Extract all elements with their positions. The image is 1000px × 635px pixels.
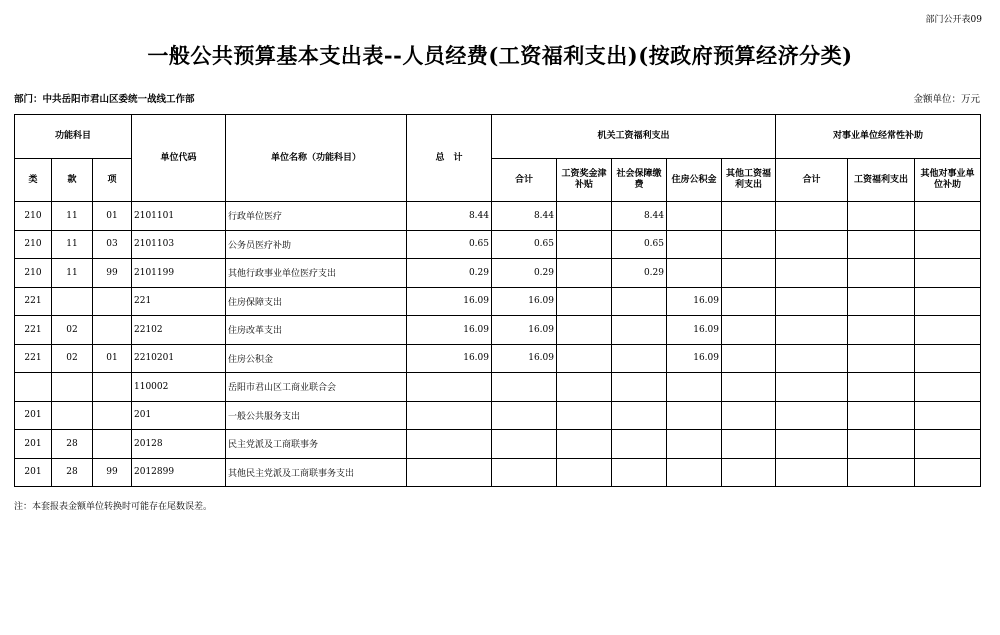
cell-pub-welfare xyxy=(848,458,915,487)
cell-org-housing xyxy=(667,373,722,402)
cell-xiang: 99 xyxy=(93,458,132,487)
cell-org-housing: 16.09 xyxy=(667,344,722,373)
cell-kuan: 02 xyxy=(52,344,93,373)
header-row-1 xyxy=(15,115,981,159)
cell-pub-other xyxy=(915,202,981,231)
cell-org-bonus xyxy=(557,230,612,259)
cell-org-housing xyxy=(667,230,722,259)
cell-pub-welfare xyxy=(848,202,915,231)
cell-code: 2012899 xyxy=(132,458,226,487)
cell-code: 110002 xyxy=(132,373,226,402)
cell-name: 住房改革支出 xyxy=(226,316,407,345)
cell-kuan: 11 xyxy=(52,202,93,231)
cell-total: 0.29 xyxy=(407,259,492,288)
cell-xiang xyxy=(93,316,132,345)
cell-org-housing: 16.09 xyxy=(667,287,722,316)
cell-org-other xyxy=(722,202,776,231)
cell-code: 2101103 xyxy=(132,230,226,259)
cell-org-other xyxy=(722,430,776,459)
header-org-other: 其他工资福利支出 xyxy=(722,159,776,202)
cell-total: 16.09 xyxy=(407,287,492,316)
cell-org-total: 0.65 xyxy=(492,230,557,259)
cell-lei: 221 xyxy=(15,316,52,345)
cell-org-social xyxy=(612,373,667,402)
amount-unit-label: 金额单位：万元 xyxy=(913,94,980,105)
cell-name: 民主党派及工商联事务 xyxy=(226,430,407,459)
cell-org-bonus xyxy=(557,401,612,430)
cell-org-total xyxy=(492,401,557,430)
table-row xyxy=(15,373,981,402)
cell-pub-other xyxy=(915,344,981,373)
cell-pub-total xyxy=(776,202,848,231)
table-row xyxy=(15,316,981,345)
cell-org-other xyxy=(722,287,776,316)
cell-pub-other xyxy=(915,287,981,316)
cell-kuan: 11 xyxy=(52,259,93,288)
header-org-housing: 住房公积金 xyxy=(667,159,722,202)
cell-pub-total xyxy=(776,316,848,345)
cell-xiang: 01 xyxy=(93,344,132,373)
cell-xiang xyxy=(93,287,132,316)
cell-xiang: 01 xyxy=(93,202,132,231)
cell-org-bonus xyxy=(557,259,612,288)
cell-org-social: 8.44 xyxy=(612,202,667,231)
cell-org-bonus xyxy=(557,430,612,459)
cell-kuan xyxy=(52,401,93,430)
header-unit-code: 单位代码 xyxy=(132,115,226,202)
cell-org-other xyxy=(722,373,776,402)
cell-org-social xyxy=(612,401,667,430)
table-row xyxy=(15,430,981,459)
cell-total: 8.44 xyxy=(407,202,492,231)
header-pub-other: 其他对事业单位补助 xyxy=(915,159,981,202)
page-title: 一般公共预算基本支出表--人员经费(工资福利支出)(按政府预算经济分类) xyxy=(147,43,853,68)
cell-lei: 210 xyxy=(15,230,52,259)
cell-org-bonus xyxy=(557,344,612,373)
cell-org-housing xyxy=(667,458,722,487)
cell-pub-other xyxy=(915,373,981,402)
cell-lei: 221 xyxy=(15,287,52,316)
header-org-bonus: 工资奖金津补贴 xyxy=(557,159,612,202)
table-row xyxy=(15,401,981,430)
cell-org-total: 16.09 xyxy=(492,344,557,373)
cell-org-bonus xyxy=(557,458,612,487)
cell-code: 2101101 xyxy=(132,202,226,231)
cell-code: 2210201 xyxy=(132,344,226,373)
cell-org-housing xyxy=(667,259,722,288)
cell-lei: 210 xyxy=(15,259,52,288)
cell-name: 岳阳市君山区工商业联合会 xyxy=(226,373,407,402)
cell-lei: 201 xyxy=(15,401,52,430)
cell-org-social: 0.29 xyxy=(612,259,667,288)
table-row xyxy=(15,259,981,288)
cell-lei: 201 xyxy=(15,430,52,459)
table-row xyxy=(15,458,981,487)
cell-kuan xyxy=(52,287,93,316)
cell-org-housing xyxy=(667,202,722,231)
cell-name: 住房保障支出 xyxy=(226,287,407,316)
cell-pub-welfare xyxy=(848,373,915,402)
cell-org-other xyxy=(722,344,776,373)
cell-pub-welfare xyxy=(848,430,915,459)
table-row xyxy=(15,344,981,373)
header-org-group: 机关工资福利支出 xyxy=(492,115,776,159)
cell-pub-total xyxy=(776,373,848,402)
cell-org-social xyxy=(612,458,667,487)
cell-pub-total xyxy=(776,230,848,259)
cell-org-social xyxy=(612,430,667,459)
cell-org-other xyxy=(722,458,776,487)
cell-kuan: 28 xyxy=(52,458,93,487)
cell-xiang xyxy=(93,401,132,430)
cell-org-total: 16.09 xyxy=(492,316,557,345)
cell-pub-other xyxy=(915,316,981,345)
cell-total xyxy=(407,458,492,487)
cell-xiang: 99 xyxy=(93,259,132,288)
cell-pub-welfare xyxy=(848,259,915,288)
cell-name: 一般公共服务支出 xyxy=(226,401,407,430)
cell-pub-total xyxy=(776,401,848,430)
department-label: 部门：中共岳阳市君山区委统一战线工作部 xyxy=(14,94,195,105)
cell-name: 行政单位医疗 xyxy=(226,202,407,231)
cell-name: 其他行政事业单位医疗支出 xyxy=(226,259,407,288)
cell-pub-other xyxy=(915,458,981,487)
header-func-subject: 功能科目 xyxy=(15,115,132,159)
cell-org-social xyxy=(612,287,667,316)
cell-pub-other xyxy=(915,401,981,430)
table-row xyxy=(15,287,981,316)
header-total: 总 计 xyxy=(407,115,492,202)
cell-pub-total xyxy=(776,259,848,288)
cell-org-social xyxy=(612,344,667,373)
cell-lei xyxy=(15,373,52,402)
header-unit-name: 单位名称（功能科目） xyxy=(226,115,407,202)
cell-pub-other xyxy=(915,430,981,459)
cell-code: 221 xyxy=(132,287,226,316)
cell-org-housing xyxy=(667,430,722,459)
cell-kuan: 28 xyxy=(52,430,93,459)
cell-pub-total xyxy=(776,458,848,487)
cell-kuan: 11 xyxy=(52,230,93,259)
cell-pub-total xyxy=(776,430,848,459)
cell-kuan xyxy=(52,373,93,402)
header-pub-welfare: 工资福利支出 xyxy=(848,159,915,202)
table-row xyxy=(15,230,981,259)
cell-kuan: 02 xyxy=(52,316,93,345)
cell-org-total: 0.29 xyxy=(492,259,557,288)
cell-code: 20128 xyxy=(132,430,226,459)
cell-lei: 201 xyxy=(15,458,52,487)
cell-lei: 221 xyxy=(15,344,52,373)
cell-org-total xyxy=(492,430,557,459)
expenditure-table xyxy=(14,114,981,487)
cell-pub-other xyxy=(915,259,981,288)
cell-name: 住房公积金 xyxy=(226,344,407,373)
header-lei: 类 xyxy=(15,159,52,202)
footnote: 注：本套报表金额单位转换时可能存在尾数误差。 xyxy=(14,502,213,512)
cell-org-other xyxy=(722,316,776,345)
cell-total xyxy=(407,430,492,459)
cell-total: 16.09 xyxy=(407,316,492,345)
cell-name: 其他民主党派及工商联事务支出 xyxy=(226,458,407,487)
cell-org-social: 0.65 xyxy=(612,230,667,259)
cell-pub-total xyxy=(776,344,848,373)
cell-pub-welfare xyxy=(848,401,915,430)
cell-total xyxy=(407,401,492,430)
cell-pub-welfare xyxy=(848,230,915,259)
cell-name: 公务员医疗补助 xyxy=(226,230,407,259)
cell-pub-total xyxy=(776,287,848,316)
cell-lei: 210 xyxy=(15,202,52,231)
cell-xiang xyxy=(93,373,132,402)
header-pub-group: 对事业单位经常性补助 xyxy=(776,115,981,159)
cell-org-total: 16.09 xyxy=(492,287,557,316)
cell-org-other xyxy=(722,259,776,288)
cell-org-bonus xyxy=(557,287,612,316)
cell-org-housing: 16.09 xyxy=(667,316,722,345)
cell-org-total: 8.44 xyxy=(492,202,557,231)
cell-pub-welfare xyxy=(848,287,915,316)
cell-org-bonus xyxy=(557,373,612,402)
cell-pub-welfare xyxy=(848,344,915,373)
cell-org-social xyxy=(612,316,667,345)
cell-code: 2101199 xyxy=(132,259,226,288)
cell-org-other xyxy=(722,230,776,259)
table-number: 部门公开表09 xyxy=(925,15,982,25)
cell-pub-welfare xyxy=(848,316,915,345)
cell-total: 0.65 xyxy=(407,230,492,259)
cell-code: 22102 xyxy=(132,316,226,345)
cell-pub-other xyxy=(915,230,981,259)
cell-org-total xyxy=(492,458,557,487)
cell-org-bonus xyxy=(557,202,612,231)
cell-xiang xyxy=(93,430,132,459)
header-org-total: 合计 xyxy=(492,159,557,202)
cell-xiang: 03 xyxy=(93,230,132,259)
cell-org-other xyxy=(722,401,776,430)
cell-org-housing xyxy=(667,401,722,430)
cell-org-total xyxy=(492,373,557,402)
table-row xyxy=(15,202,981,231)
header-org-social: 社会保障缴费 xyxy=(612,159,667,202)
cell-org-bonus xyxy=(557,316,612,345)
header-kuan: 款 xyxy=(52,159,93,202)
cell-total xyxy=(407,373,492,402)
cell-code: 201 xyxy=(132,401,226,430)
header-xiang: 项 xyxy=(93,159,132,202)
cell-total: 16.09 xyxy=(407,344,492,373)
header-pub-total: 合计 xyxy=(776,159,848,202)
